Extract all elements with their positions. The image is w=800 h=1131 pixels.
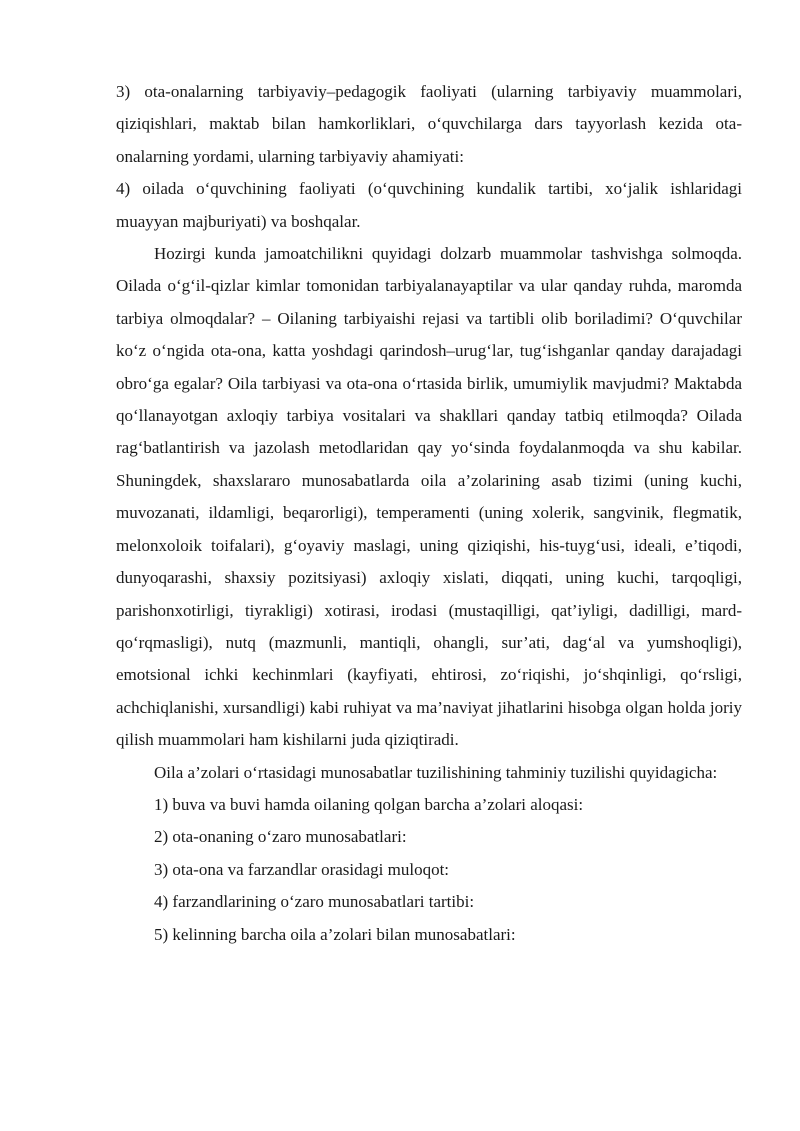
list-item: 1) buva va buvi hamda oilaning qolgan barcha a’zolari aloqasi: [154, 794, 584, 814]
document-page [116, 76, 742, 951]
list-item: 5) kelinning barcha oila a’zolari bilan munosabatlari: [154, 924, 516, 944]
paragraph-parent-activity: 3) ota-onalarning tarbiyaviy–pedagogik faoliyati (ularning tarbiyaviy muammolari, qiziqishlari, maktab bilan hamkorliklari, o‘quvchilarga dars tayyorlash kezida ota-onalarning yordami, ularning tarbiyaviy ahamiyati: [116, 82, 742, 166]
list-item: 2) ota-onaning o‘zaro munosabatlari: [154, 827, 407, 847]
paragraph-relations-intro: Oila a’zolari o‘rtasidagi munosabatlar tuzilishining tahminiy tuzilishi quyidagicha: [154, 762, 718, 782]
list-item: 3) ota-ona va farzandlar orasidagi muloqot: [154, 859, 450, 879]
paragraph-current-problems: Hozirgi kunda jamoatchilikni quyidagi dolzarb muammolar tashvishga solmoqda. Oilada o‘g‘il-qizlar kimlar tomonidan tarbiyalanayaptilar va ular qanday ruhda, maromda tarbiya olmoqdalar? – Oilaning tarbiyaishi rejasi va tartibli olib boriladimi? O‘quvchilar ko‘z o‘ngida ota-ona, katta yoshdagi qarindosh–urug‘lar, tug‘ishganlar qanday darajadagi obro‘ga egalar? Oila tarbiyasi va ota-ona o‘rtasida birlik, umumiylik mavjudmi? Maktabda qo‘llanayotgan axloqiy tarbiya vositalari va shakllari qanday tatbiq etilmoqda? Oilada rag‘batlantirish va jazolash metodlaridan qay yo‘sinda foydalanmoqda va shu kabilar. Shuningdek, shaxslararo munosabatlarda oila a’zolarining asab tizimi (uning kuchi, muvozanati, ildamligi, beqarorligi), temperamenti (uning xolerik, sangvinik, flegmatik, melonxoloik toifalari), g‘oyaviy maslagi, uning qiziqishi, his-tuyg‘usi, ideali, e’tiqodi, dunyoqarashi, shaxsiy pozitsiyasi) axloqiy xislati, diqqati, uning kuchi, tarqoqligi, parishonxotirligi, tiyrakligi) xotirasi, irodasi (mustaqilligi, qat’iyligi, dadilligi, mard-qo‘rqmasligi), nutq (mazmunli, mantiqli, ohangli, sur’ati, dag‘al va yumshoqligi), emotsional ichki kechinmlari (kayfiyati, ehtirosi, zo‘riqishi, jo‘shqinligi, qo‘rsligi, achchiqlanishi, xursandligi) kabi ruhiyat va ma’naviyat jihatlarini hisobga olgan holda joriy qilish muammolari ham kishilarni juda qiziqtiradi. [116, 244, 742, 750]
paragraph-student-activity: 4) oilada o‘quvchining faoliyati (o‘quvchining kundalik tartibi, xo‘jalik ishlaridagi muayyan majburiyati) va boshqalar. [116, 179, 742, 231]
list-item: 4) farzandlarining o‘zaro munosabatlari tartibi: [154, 892, 475, 912]
